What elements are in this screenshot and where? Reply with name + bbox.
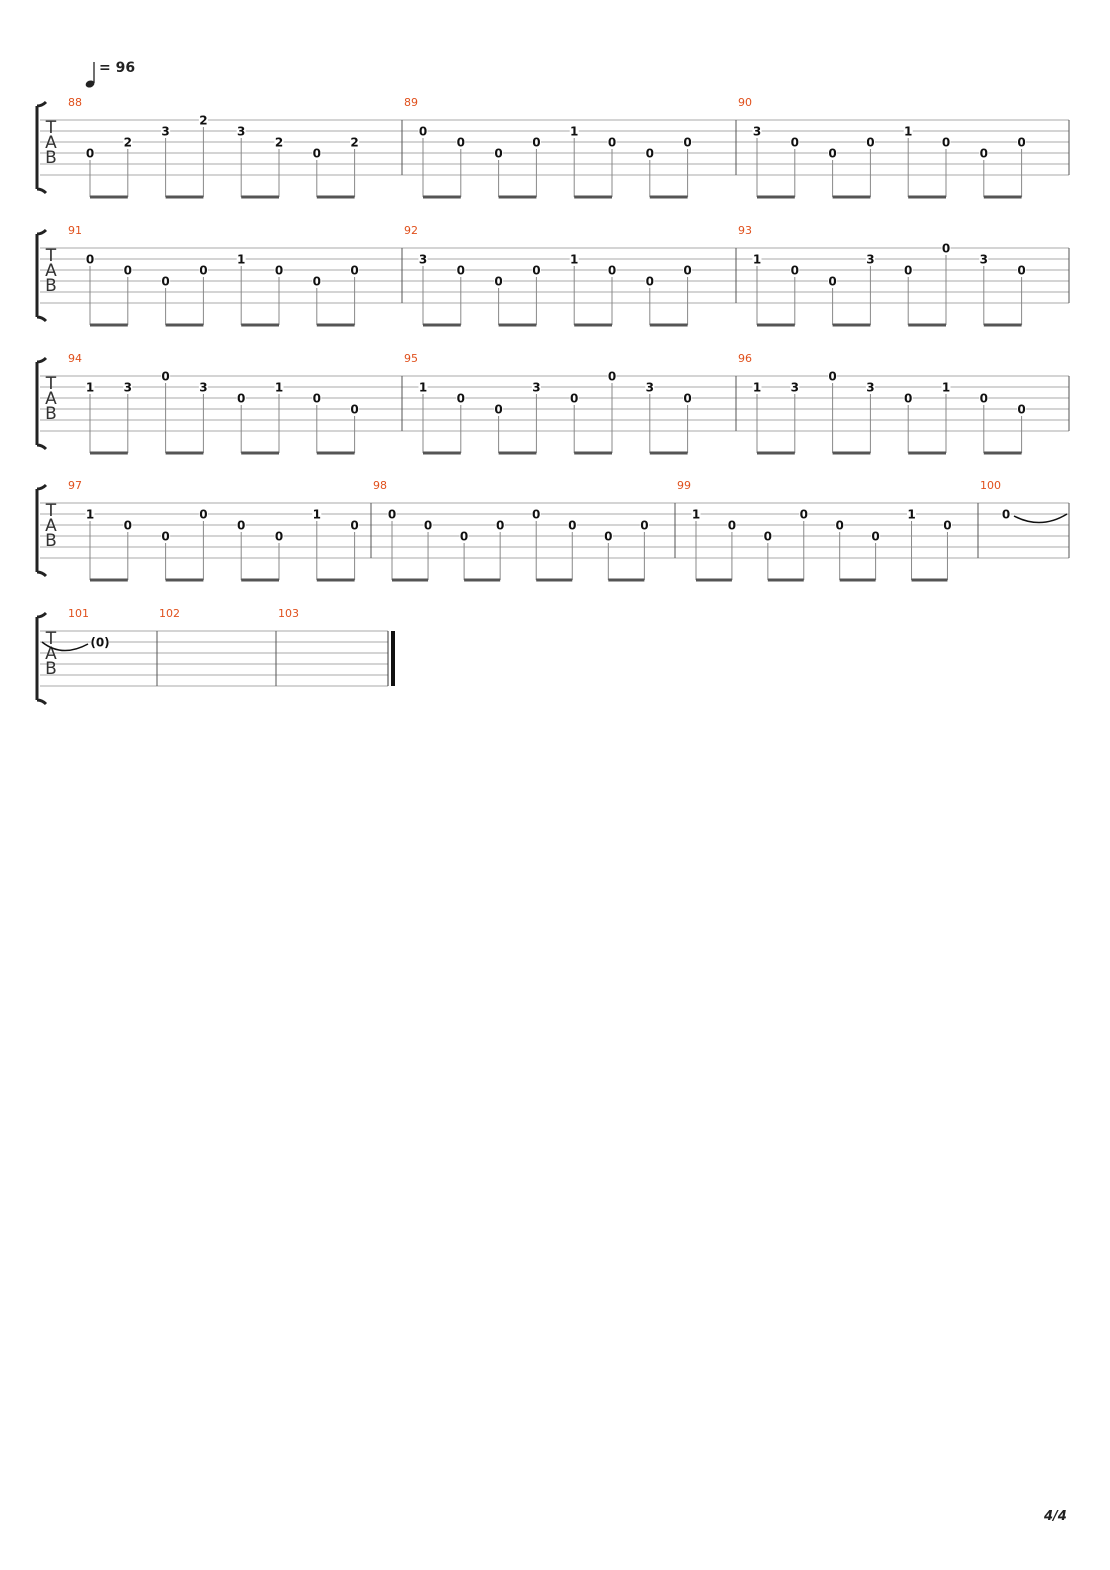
tab-clef-letter: A <box>45 133 57 153</box>
tab-clef-letter: B <box>45 148 57 168</box>
fret-number: 0 <box>237 518 246 533</box>
fret-number: 0 <box>570 391 579 406</box>
tab-clef-letter: T <box>45 629 57 649</box>
tab-clef-letter: B <box>45 531 57 551</box>
fret-number: 0 <box>1017 402 1026 417</box>
fret-number: 0 <box>312 391 321 406</box>
measure-number: 95 <box>404 352 418 365</box>
fret-number: 1 <box>907 507 916 522</box>
fret-number: 3 <box>123 380 132 395</box>
tempo-marking: = 96 <box>99 60 136 76</box>
fret-number: 0 <box>943 518 952 533</box>
fret-number: 1 <box>752 380 762 395</box>
fret-number: 0 <box>1017 135 1026 150</box>
fret-number: 0 <box>645 146 654 161</box>
fret-number: 0 <box>871 529 880 544</box>
fret-number: 3 <box>161 124 170 139</box>
measure-number: 96 <box>738 352 752 365</box>
fret-number: 0 <box>199 263 208 278</box>
fret-number: 0 <box>763 529 773 544</box>
fret-number: 0 <box>85 146 95 161</box>
fret-number: 0 <box>161 274 170 289</box>
measure-number: 101 <box>68 607 89 620</box>
measure-number: 93 <box>738 224 752 237</box>
fret-number: 0 <box>237 391 246 406</box>
measure-number: 98 <box>373 479 387 492</box>
fret-number: 0 <box>312 146 321 161</box>
fret-number: 0 <box>640 518 649 533</box>
fret-number: 0 <box>828 146 837 161</box>
fret-number: 1 <box>904 124 913 139</box>
measure-number: 97 <box>68 479 82 492</box>
fret-number: 0 <box>979 146 988 161</box>
page-number: 4/4 <box>1044 1509 1067 1524</box>
fret-number: 1 <box>312 507 321 522</box>
tab-clef-letter: T <box>45 501 57 521</box>
fret-number: 1 <box>691 507 701 522</box>
tab-clef-letter: B <box>45 659 57 679</box>
fret-number: 2 <box>123 135 132 150</box>
fret-number: 0 <box>85 252 95 267</box>
fret-number: 0 <box>494 146 503 161</box>
fret-number: 0 <box>828 369 837 384</box>
fret-number: 3 <box>237 124 246 139</box>
tab-clef-letter: T <box>45 118 57 138</box>
fret-number: 3 <box>790 380 799 395</box>
fret-number: 0 <box>799 507 808 522</box>
fret-number: 1 <box>274 380 284 395</box>
fret-number: 0 <box>866 135 875 150</box>
fret-number: 3 <box>645 380 654 395</box>
fret-number: 0 <box>607 135 617 150</box>
fret-number: 0 <box>683 135 692 150</box>
fret-number: 0 <box>683 263 692 278</box>
fret-number: 0 <box>941 241 951 256</box>
fret-number: 0 <box>1001 507 1011 522</box>
fret-number: 0 <box>494 402 503 417</box>
measure-number: 102 <box>159 607 180 620</box>
fret-number: 0 <box>979 391 988 406</box>
fret-number: 3 <box>866 380 875 395</box>
fret-number: 0 <box>350 518 359 533</box>
fret-number: 0 <box>645 274 654 289</box>
fret-number: 1 <box>752 252 762 267</box>
fret-number: 0 <box>494 274 503 289</box>
fret-number: 0 <box>904 391 913 406</box>
tab-clef-letter: A <box>45 644 57 664</box>
tab-clef-letter: B <box>45 276 57 296</box>
fret-number: 0 <box>532 507 541 522</box>
fret-number: 1 <box>85 380 95 395</box>
fret-number: (0) <box>90 635 110 650</box>
fret-number: 2 <box>199 113 208 128</box>
fret-number: 0 <box>161 529 170 544</box>
fret-number: 0 <box>604 529 613 544</box>
fret-number: 0 <box>532 263 541 278</box>
fret-number: 3 <box>418 252 428 267</box>
fret-number: 2 <box>274 135 284 150</box>
measure-number: 99 <box>677 479 691 492</box>
fret-number: 0 <box>456 135 465 150</box>
fret-number: 0 <box>904 263 913 278</box>
fret-number: 3 <box>866 252 875 267</box>
tab-clef-letter: A <box>45 261 57 281</box>
fret-number: 1 <box>237 252 246 267</box>
fret-number: 0 <box>350 402 359 417</box>
fret-number: 0 <box>456 391 465 406</box>
fret-number: 3 <box>752 124 762 139</box>
fret-number: 3 <box>532 380 541 395</box>
measure-number: 92 <box>404 224 418 237</box>
fret-number: 0 <box>790 263 799 278</box>
fret-number: 0 <box>274 529 284 544</box>
fret-number: 1 <box>85 507 95 522</box>
fret-number: 0 <box>123 263 132 278</box>
fret-number: 0 <box>312 274 321 289</box>
fret-number: 0 <box>683 391 692 406</box>
fret-number: 3 <box>199 380 208 395</box>
measure-number: 91 <box>68 224 82 237</box>
tab-clef-letter: T <box>45 246 57 266</box>
fret-number: 0 <box>727 518 737 533</box>
fret-number: 1 <box>570 124 579 139</box>
fret-number: 0 <box>607 263 617 278</box>
fret-number: 0 <box>607 369 617 384</box>
fret-number: 0 <box>835 518 844 533</box>
fret-number: 1 <box>941 380 951 395</box>
measure-number: 90 <box>738 96 752 109</box>
tab-clef-letter: A <box>45 389 57 409</box>
fret-number: 0 <box>423 518 433 533</box>
fret-number: 1 <box>570 252 579 267</box>
fret-number: 0 <box>941 135 951 150</box>
fret-number: 0 <box>199 507 208 522</box>
fret-number: 0 <box>274 263 284 278</box>
fret-number: 1 <box>418 380 428 395</box>
fret-number: 0 <box>1017 263 1026 278</box>
fret-number: 0 <box>161 369 170 384</box>
fret-number: 0 <box>418 124 428 139</box>
measure-number: 89 <box>404 96 418 109</box>
fret-number: 0 <box>568 518 577 533</box>
fret-number: 3 <box>979 252 988 267</box>
fret-number: 0 <box>456 263 465 278</box>
tab-clef-letter: T <box>45 374 57 394</box>
fret-number: 0 <box>459 529 469 544</box>
fret-number: 0 <box>350 263 359 278</box>
measure-number: 103 <box>278 607 299 620</box>
measure-number: 100 <box>980 479 1001 492</box>
tie-arc <box>1014 514 1067 523</box>
fret-number: 0 <box>532 135 541 150</box>
tab-clef-letter: B <box>45 404 57 424</box>
fret-number: 0 <box>387 507 397 522</box>
measure-number: 88 <box>68 96 82 109</box>
fret-number: 0 <box>495 518 505 533</box>
fret-number: 0 <box>790 135 799 150</box>
fret-number: 2 <box>350 135 359 150</box>
tab-clef-letter: A <box>45 516 57 536</box>
fret-number: 0 <box>123 518 132 533</box>
fret-number: 0 <box>828 274 837 289</box>
measure-number: 94 <box>68 352 82 365</box>
